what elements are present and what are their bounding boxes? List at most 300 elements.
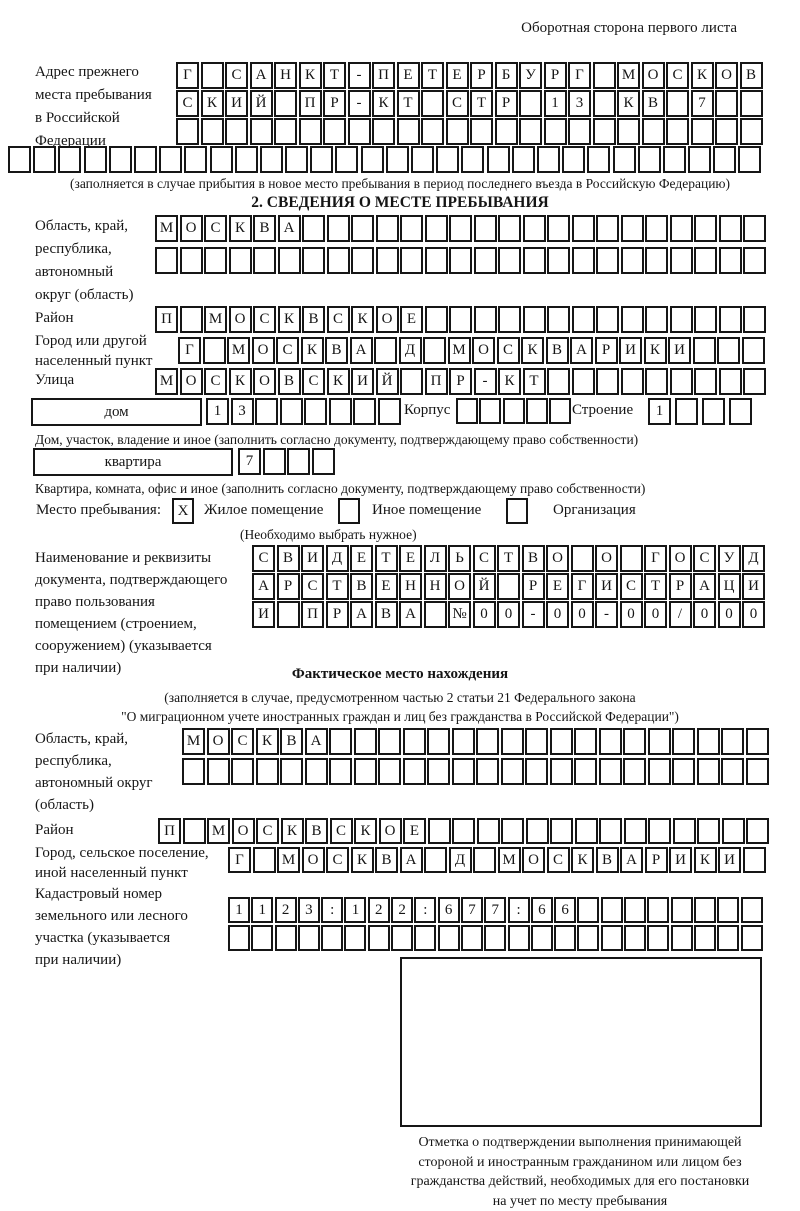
char-cell[interactable] <box>180 247 203 274</box>
char-cell[interactable]: С <box>327 306 350 333</box>
char-cell[interactable]: О <box>546 545 569 572</box>
char-cell[interactable] <box>487 146 510 173</box>
char-cell[interactable] <box>109 146 132 173</box>
char-cell[interactable]: О <box>595 545 618 572</box>
char-cell[interactable] <box>452 818 475 844</box>
char-cell[interactable] <box>743 215 766 242</box>
char-cell[interactable] <box>647 925 669 951</box>
char-cell[interactable] <box>235 146 258 173</box>
char-cell[interactable] <box>207 758 230 785</box>
char-cell[interactable]: О <box>715 62 738 89</box>
char-cell[interactable]: Р <box>645 847 668 873</box>
char-cell[interactable] <box>554 925 576 951</box>
char-cell[interactable] <box>449 215 472 242</box>
char-cell[interactable]: 0 <box>644 601 667 628</box>
char-cell[interactable] <box>302 247 325 274</box>
char-cell[interactable] <box>436 146 459 173</box>
char-cell[interactable] <box>277 601 300 628</box>
char-cell[interactable]: Р <box>669 573 692 600</box>
char-cell[interactable] <box>645 306 668 333</box>
char-cell[interactable] <box>421 118 444 145</box>
char-cell[interactable] <box>702 398 725 425</box>
checkbox-inoe[interactable] <box>338 498 360 524</box>
char-cell[interactable]: К <box>201 90 224 117</box>
char-cell[interactable] <box>742 337 765 364</box>
char-cell[interactable] <box>729 398 752 425</box>
char-cell[interactable]: В <box>642 90 665 117</box>
char-cell[interactable] <box>673 818 696 844</box>
char-cell[interactable] <box>697 728 720 755</box>
char-cell[interactable]: С <box>301 573 324 600</box>
char-cell[interactable]: 6 <box>438 897 460 923</box>
char-cell[interactable] <box>617 118 640 145</box>
char-cell[interactable]: В <box>596 847 619 873</box>
char-cell[interactable]: 7 <box>238 448 261 475</box>
checkbox-zhiloe[interactable]: X <box>172 498 194 524</box>
char-cell[interactable] <box>717 337 740 364</box>
char-cell[interactable] <box>738 146 761 173</box>
char-cell[interactable]: С <box>547 847 570 873</box>
char-cell[interactable] <box>740 118 763 145</box>
char-cell[interactable] <box>253 247 276 274</box>
char-cell[interactable] <box>329 398 352 425</box>
char-cell[interactable] <box>672 728 695 755</box>
char-cell[interactable] <box>372 118 395 145</box>
char-cell[interactable] <box>414 925 436 951</box>
char-cell[interactable] <box>601 925 623 951</box>
char-cell[interactable] <box>176 118 199 145</box>
char-cell[interactable]: Р <box>522 573 545 600</box>
char-cell[interactable]: В <box>253 215 276 242</box>
char-cell[interactable]: С <box>204 215 227 242</box>
char-cell[interactable]: В <box>350 573 373 600</box>
char-cell[interactable] <box>461 925 483 951</box>
char-cell[interactable] <box>403 728 426 755</box>
char-cell[interactable]: О <box>472 337 495 364</box>
char-cell[interactable] <box>688 146 711 173</box>
char-cell[interactable] <box>623 758 646 785</box>
char-cell[interactable] <box>571 545 594 572</box>
char-cell[interactable]: В <box>546 337 569 364</box>
char-cell[interactable] <box>501 728 524 755</box>
char-cell[interactable] <box>717 925 739 951</box>
char-cell[interactable]: Г <box>644 545 667 572</box>
char-cell[interactable] <box>449 247 472 274</box>
char-cell[interactable] <box>525 728 548 755</box>
char-cell[interactable]: 7 <box>691 90 714 117</box>
char-cell[interactable] <box>400 247 423 274</box>
char-cell[interactable]: С <box>225 62 248 89</box>
char-cell[interactable] <box>474 306 497 333</box>
char-cell[interactable]: С <box>620 573 643 600</box>
char-cell[interactable]: 0 <box>473 601 496 628</box>
char-cell[interactable] <box>621 306 644 333</box>
char-cell[interactable]: О <box>232 818 255 844</box>
char-cell[interactable]: И <box>301 545 324 572</box>
char-cell[interactable] <box>574 758 597 785</box>
char-cell[interactable]: С <box>231 728 254 755</box>
char-cell[interactable] <box>647 897 669 923</box>
char-cell[interactable] <box>474 215 497 242</box>
char-cell[interactable]: Е <box>403 818 426 844</box>
char-cell[interactable]: К <box>694 847 717 873</box>
char-cell[interactable] <box>547 247 570 274</box>
char-cell[interactable]: 1 <box>228 897 250 923</box>
char-cell[interactable] <box>335 146 358 173</box>
char-cell[interactable]: С <box>204 368 227 395</box>
char-cell[interactable]: И <box>252 601 275 628</box>
char-cell[interactable]: К <box>354 818 377 844</box>
char-cell[interactable]: Р <box>326 601 349 628</box>
char-cell[interactable]: 6 <box>554 897 576 923</box>
char-cell[interactable]: С <box>176 90 199 117</box>
char-cell[interactable] <box>353 398 376 425</box>
char-cell[interactable]: Р <box>495 90 518 117</box>
char-cell[interactable]: К <box>498 368 521 395</box>
char-cell[interactable] <box>310 146 333 173</box>
char-cell[interactable] <box>531 925 553 951</box>
char-cell[interactable] <box>741 897 763 923</box>
char-cell[interactable]: Т <box>644 573 667 600</box>
char-cell[interactable]: С <box>473 545 496 572</box>
char-cell[interactable]: 0 <box>693 601 716 628</box>
char-cell[interactable]: 2 <box>391 897 413 923</box>
char-cell[interactable]: - <box>595 601 618 628</box>
char-cell[interactable]: А <box>399 601 422 628</box>
char-cell[interactable] <box>746 818 769 844</box>
char-cell[interactable] <box>182 758 205 785</box>
char-cell[interactable]: Г <box>568 62 591 89</box>
char-cell[interactable]: М <box>204 306 227 333</box>
char-cell[interactable] <box>715 118 738 145</box>
char-cell[interactable] <box>354 728 377 755</box>
char-cell[interactable]: В <box>305 818 328 844</box>
char-cell[interactable] <box>596 215 619 242</box>
char-cell[interactable]: М <box>207 818 230 844</box>
char-cell[interactable] <box>425 215 448 242</box>
char-cell[interactable] <box>694 247 717 274</box>
char-cell[interactable] <box>374 337 397 364</box>
char-cell[interactable] <box>621 215 644 242</box>
char-cell[interactable] <box>501 818 524 844</box>
char-cell[interactable]: 2 <box>275 897 297 923</box>
char-cell[interactable] <box>285 146 308 173</box>
char-cell[interactable] <box>624 897 646 923</box>
char-cell[interactable] <box>721 758 744 785</box>
char-cell[interactable] <box>648 728 671 755</box>
char-cell[interactable] <box>274 118 297 145</box>
char-cell[interactable]: 7 <box>484 897 506 923</box>
char-cell[interactable]: 3 <box>298 897 320 923</box>
char-cell[interactable] <box>694 925 716 951</box>
char-cell[interactable] <box>596 247 619 274</box>
char-cell[interactable]: Т <box>470 90 493 117</box>
char-cell[interactable]: Т <box>497 545 520 572</box>
char-cell[interactable] <box>672 758 695 785</box>
char-cell[interactable] <box>572 306 595 333</box>
char-cell[interactable]: С <box>326 847 349 873</box>
char-cell[interactable]: - <box>348 90 371 117</box>
char-cell[interactable] <box>537 146 560 173</box>
char-cell[interactable] <box>263 448 286 475</box>
char-cell[interactable] <box>255 398 278 425</box>
char-cell[interactable] <box>323 118 346 145</box>
char-cell[interactable]: Ц <box>718 573 741 600</box>
char-cell[interactable] <box>697 818 720 844</box>
char-cell[interactable] <box>621 368 644 395</box>
char-cell[interactable]: П <box>155 306 178 333</box>
char-cell[interactable]: Е <box>546 573 569 600</box>
char-cell[interactable] <box>648 818 671 844</box>
char-cell[interactable]: 1 <box>648 398 671 425</box>
char-cell[interactable]: : <box>414 897 436 923</box>
char-cell[interactable]: О <box>229 306 252 333</box>
char-cell[interactable] <box>713 146 736 173</box>
char-cell[interactable]: Р <box>470 62 493 89</box>
char-cell[interactable]: : <box>508 897 530 923</box>
char-cell[interactable]: П <box>301 601 324 628</box>
char-cell[interactable] <box>719 215 742 242</box>
char-cell[interactable] <box>550 818 573 844</box>
char-cell[interactable]: М <box>182 728 205 755</box>
char-cell[interactable] <box>33 146 56 173</box>
char-cell[interactable]: С <box>666 62 689 89</box>
char-cell[interactable]: С <box>276 337 299 364</box>
char-cell[interactable]: П <box>425 368 448 395</box>
char-cell[interactable]: 0 <box>546 601 569 628</box>
char-cell[interactable]: В <box>375 601 398 628</box>
char-cell[interactable]: К <box>644 337 667 364</box>
char-cell[interactable]: К <box>691 62 714 89</box>
char-cell[interactable] <box>743 847 766 873</box>
char-cell[interactable]: К <box>351 847 374 873</box>
char-cell[interactable] <box>58 146 81 173</box>
char-cell[interactable] <box>599 758 622 785</box>
char-cell[interactable] <box>274 90 297 117</box>
char-cell[interactable] <box>8 146 31 173</box>
char-cell[interactable]: 2 <box>368 897 390 923</box>
char-cell[interactable] <box>547 306 570 333</box>
char-cell[interactable]: 0 <box>718 601 741 628</box>
char-cell[interactable] <box>498 215 521 242</box>
char-cell[interactable]: О <box>379 818 402 844</box>
char-cell[interactable]: Л <box>424 545 447 572</box>
char-cell[interactable] <box>525 758 548 785</box>
char-cell[interactable] <box>251 925 273 951</box>
char-cell[interactable]: Р <box>595 337 618 364</box>
char-cell[interactable] <box>694 306 717 333</box>
char-cell[interactable] <box>203 337 226 364</box>
char-cell[interactable] <box>670 215 693 242</box>
char-cell[interactable] <box>693 337 716 364</box>
char-cell[interactable]: № <box>448 601 471 628</box>
char-cell[interactable] <box>452 728 475 755</box>
char-cell[interactable]: Г <box>178 337 201 364</box>
char-cell[interactable]: К <box>281 818 304 844</box>
char-cell[interactable]: М <box>448 337 471 364</box>
char-cell[interactable]: О <box>253 368 276 395</box>
char-cell[interactable]: М <box>227 337 250 364</box>
char-cell[interactable]: - <box>522 601 545 628</box>
char-cell[interactable] <box>544 118 567 145</box>
char-cell[interactable] <box>378 758 401 785</box>
char-cell[interactable] <box>397 118 420 145</box>
char-cell[interactable] <box>250 118 273 145</box>
char-cell[interactable] <box>550 758 573 785</box>
char-cell[interactable] <box>312 448 335 475</box>
char-cell[interactable] <box>201 62 224 89</box>
char-cell[interactable]: К <box>571 847 594 873</box>
char-cell[interactable] <box>210 146 233 173</box>
char-cell[interactable] <box>519 118 542 145</box>
char-cell[interactable]: Т <box>523 368 546 395</box>
char-cell[interactable]: Н <box>399 573 422 600</box>
char-cell[interactable] <box>427 758 450 785</box>
char-cell[interactable] <box>327 247 350 274</box>
char-cell[interactable] <box>299 118 322 145</box>
char-cell[interactable]: О <box>180 215 203 242</box>
char-cell[interactable] <box>666 118 689 145</box>
char-cell[interactable]: А <box>250 62 273 89</box>
char-cell[interactable]: Д <box>449 847 472 873</box>
char-cell[interactable] <box>446 118 469 145</box>
char-cell[interactable] <box>201 118 224 145</box>
char-cell[interactable] <box>715 90 738 117</box>
char-cell[interactable]: Е <box>399 545 422 572</box>
char-cell[interactable] <box>229 247 252 274</box>
char-cell[interactable] <box>621 247 644 274</box>
char-cell[interactable] <box>593 118 616 145</box>
char-cell[interactable] <box>613 146 636 173</box>
char-cell[interactable] <box>305 758 328 785</box>
char-cell[interactable] <box>562 146 585 173</box>
char-cell[interactable] <box>638 146 661 173</box>
char-cell[interactable] <box>470 118 493 145</box>
char-cell[interactable] <box>424 601 447 628</box>
char-cell[interactable] <box>697 758 720 785</box>
char-cell[interactable]: А <box>620 847 643 873</box>
char-cell[interactable]: Т <box>375 545 398 572</box>
char-cell[interactable]: А <box>400 847 423 873</box>
char-cell[interactable]: С <box>330 818 353 844</box>
char-cell[interactable]: Е <box>397 62 420 89</box>
char-cell[interactable] <box>601 897 623 923</box>
char-cell[interactable]: Т <box>323 62 346 89</box>
char-cell[interactable] <box>519 90 542 117</box>
char-cell[interactable] <box>671 897 693 923</box>
char-cell[interactable]: 1 <box>344 897 366 923</box>
char-cell[interactable] <box>526 398 548 424</box>
char-cell[interactable] <box>183 818 206 844</box>
char-cell[interactable]: В <box>280 728 303 755</box>
char-cell[interactable] <box>719 247 742 274</box>
char-cell[interactable]: Й <box>250 90 273 117</box>
char-cell[interactable]: Г <box>571 573 594 600</box>
char-cell[interactable]: А <box>350 337 373 364</box>
char-cell[interactable]: А <box>305 728 328 755</box>
char-cell[interactable] <box>376 247 399 274</box>
char-cell[interactable] <box>421 90 444 117</box>
char-cell[interactable]: О <box>448 573 471 600</box>
char-cell[interactable] <box>501 758 524 785</box>
char-cell[interactable]: Й <box>376 368 399 395</box>
char-cell[interactable] <box>670 368 693 395</box>
char-cell[interactable] <box>348 118 371 145</box>
char-cell[interactable] <box>280 758 303 785</box>
char-cell[interactable] <box>648 758 671 785</box>
char-cell[interactable] <box>329 728 352 755</box>
char-cell[interactable]: Г <box>176 62 199 89</box>
char-cell[interactable]: У <box>519 62 542 89</box>
char-cell[interactable] <box>253 847 276 873</box>
char-cell[interactable]: К <box>351 306 374 333</box>
char-cell[interactable]: П <box>299 90 322 117</box>
char-cell[interactable] <box>275 925 297 951</box>
char-cell[interactable]: В <box>302 306 325 333</box>
char-cell[interactable]: С <box>302 368 325 395</box>
char-cell[interactable]: Р <box>277 573 300 600</box>
char-cell[interactable] <box>512 146 535 173</box>
char-cell[interactable]: - <box>474 368 497 395</box>
char-cell[interactable]: К <box>327 368 350 395</box>
char-cell[interactable]: И <box>351 368 374 395</box>
char-cell[interactable]: П <box>158 818 181 844</box>
char-cell[interactable] <box>260 146 283 173</box>
char-cell[interactable]: Р <box>449 368 472 395</box>
char-cell[interactable]: О <box>180 368 203 395</box>
char-cell[interactable] <box>479 398 501 424</box>
char-cell[interactable]: 1 <box>206 398 229 425</box>
char-cell[interactable] <box>721 728 744 755</box>
char-cell[interactable] <box>449 306 472 333</box>
char-cell[interactable]: В <box>740 62 763 89</box>
char-cell[interactable]: И <box>669 847 692 873</box>
char-cell[interactable] <box>572 368 595 395</box>
char-cell[interactable] <box>577 897 599 923</box>
char-cell[interactable] <box>134 146 157 173</box>
char-cell[interactable] <box>645 368 668 395</box>
char-cell[interactable]: Б <box>495 62 518 89</box>
char-cell[interactable]: С <box>253 306 276 333</box>
char-cell[interactable] <box>497 573 520 600</box>
char-cell[interactable]: А <box>693 573 716 600</box>
char-cell[interactable]: И <box>718 847 741 873</box>
char-cell[interactable]: Й <box>473 573 496 600</box>
char-cell[interactable] <box>746 728 769 755</box>
char-cell[interactable] <box>280 398 303 425</box>
char-cell[interactable] <box>473 847 496 873</box>
char-cell[interactable] <box>425 306 448 333</box>
char-cell[interactable] <box>503 398 525 424</box>
char-cell[interactable]: С <box>693 545 716 572</box>
char-cell[interactable] <box>549 398 571 424</box>
char-cell[interactable]: М <box>617 62 640 89</box>
char-cell[interactable] <box>572 247 595 274</box>
char-cell[interactable] <box>361 146 384 173</box>
char-cell[interactable]: 0 <box>742 601 765 628</box>
char-cell[interactable] <box>403 758 426 785</box>
char-cell[interactable] <box>438 925 460 951</box>
char-cell[interactable] <box>568 118 591 145</box>
char-cell[interactable]: И <box>225 90 248 117</box>
char-cell[interactable]: Н <box>274 62 297 89</box>
char-cell[interactable] <box>225 118 248 145</box>
char-cell[interactable]: К <box>617 90 640 117</box>
char-cell[interactable] <box>304 398 327 425</box>
char-cell[interactable] <box>456 398 478 424</box>
char-cell[interactable] <box>424 847 447 873</box>
char-cell[interactable] <box>256 758 279 785</box>
